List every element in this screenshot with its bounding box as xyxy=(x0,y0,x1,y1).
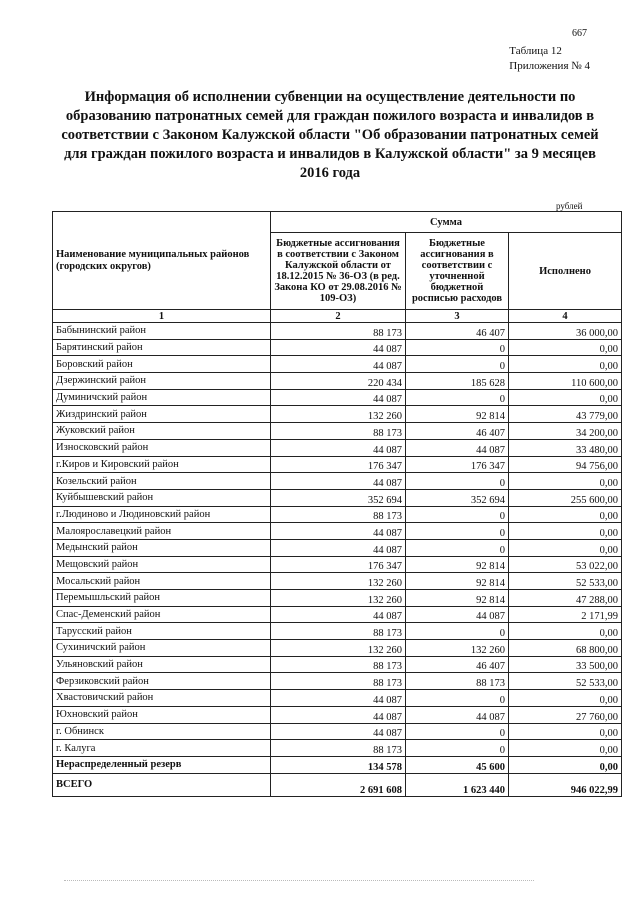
budget-law-cell: 132 260 xyxy=(271,640,406,657)
unit-label: рублей xyxy=(556,201,583,211)
budget-revised-cell: 352 694 xyxy=(406,489,509,506)
executed-cell: 0,00 xyxy=(509,389,622,406)
budget-law-cell: 176 347 xyxy=(271,556,406,573)
district-name: Медынский район xyxy=(53,539,271,556)
district-name: Жиздринский район xyxy=(53,406,271,423)
table-row xyxy=(53,706,622,723)
executed-cell: 0,00 xyxy=(509,690,622,707)
budget-revised-cell: 0 xyxy=(406,339,509,356)
district-name: Ульяновский район xyxy=(53,656,271,673)
budget-law-cell: 44 087 xyxy=(271,473,406,490)
budget-revised-cell: 176 347 xyxy=(406,456,509,473)
table-row xyxy=(53,406,622,423)
reserve-col4: 0,00 xyxy=(509,756,622,773)
table-row xyxy=(53,523,622,540)
scan-artifact-line xyxy=(64,880,534,881)
budget-revised-cell: 44 087 xyxy=(406,606,509,623)
table-row xyxy=(53,439,622,456)
executed-cell: 43 779,00 xyxy=(509,406,622,423)
document-title: Информация об исполнении субвенции на осуществление деятельности по образованию патронатных семей для граждан пожилого возраста и инвалидов в соответствии с Законом Калужской области "Об образовании патронатных семей для граждан пожилого возраста и инвалидов в Калужской области" за 9 месяцев 2016 года xyxy=(61,89,599,181)
table-row xyxy=(53,690,622,707)
district-name: Дзержинский район xyxy=(53,373,271,390)
table-row xyxy=(53,606,622,623)
budget-law-cell: 176 347 xyxy=(271,456,406,473)
table-row xyxy=(53,389,622,406)
col-number-4: 4 xyxy=(509,310,622,323)
table-row xyxy=(53,623,622,640)
col-number-2: 2 xyxy=(271,310,406,323)
executed-cell: 0,00 xyxy=(509,356,622,373)
executed-cell: 2 171,99 xyxy=(509,606,622,623)
budget-law-cell: 88 173 xyxy=(271,323,406,340)
reserve-name: Нераспределенный резерв xyxy=(53,756,271,773)
budget-revised-cell: 44 087 xyxy=(406,706,509,723)
district-name: Мосальский район xyxy=(53,573,271,590)
district-name: г.Киров и Кировский район xyxy=(53,456,271,473)
table-row xyxy=(53,590,622,607)
executed-cell: 0,00 xyxy=(509,740,622,757)
budget-revised-cell: 0 xyxy=(406,389,509,406)
reserve-col2: 134 578 xyxy=(271,756,406,773)
table-row xyxy=(53,489,622,506)
budget-revised-cell: 0 xyxy=(406,506,509,523)
budget-law-cell: 88 173 xyxy=(271,740,406,757)
table-ref-line2: Приложения № 4 xyxy=(509,60,590,72)
table-row xyxy=(53,539,622,556)
budget-revised-cell: 92 814 xyxy=(406,556,509,573)
budget-revised-cell: 0 xyxy=(406,539,509,556)
budget-law-cell: 44 087 xyxy=(271,356,406,373)
budget-revised-cell: 0 xyxy=(406,690,509,707)
table-row xyxy=(53,740,622,757)
budget-revised-cell: 92 814 xyxy=(406,573,509,590)
district-name: Боровский район xyxy=(53,356,271,373)
district-name: Мещовский район xyxy=(53,556,271,573)
header-name: Наименование муниципальных районов (городских округов) xyxy=(53,212,271,310)
executed-cell: 0,00 xyxy=(509,539,622,556)
table-row xyxy=(53,573,622,590)
budget-law-cell: 44 087 xyxy=(271,539,406,556)
table-row xyxy=(53,723,622,740)
table-ref-line1: Таблица 12 xyxy=(509,45,562,57)
district-name: Думиничский район xyxy=(53,389,271,406)
budget-revised-cell: 0 xyxy=(406,740,509,757)
budget-law-cell: 132 260 xyxy=(271,573,406,590)
header-col2: Бюджетные ассигнования в соответствии с Законом Калужской области от 18.12.2015 № 36-ОЗ (в ред. Закона КО от 29.08.2016 № 109-ОЗ) xyxy=(271,233,406,310)
total-col3: 1 623 440 xyxy=(406,773,509,796)
executed-cell: 0,00 xyxy=(509,339,622,356)
district-name: г. Калуга xyxy=(53,740,271,757)
reserve-row xyxy=(53,756,622,773)
table-row xyxy=(53,556,622,573)
budget-law-cell: 44 087 xyxy=(271,706,406,723)
district-name: Бабынинский район xyxy=(53,323,271,340)
district-name: г.Людиново и Людиновский район xyxy=(53,506,271,523)
executed-cell: 52 533,00 xyxy=(509,573,622,590)
district-name: Жуковский район xyxy=(53,423,271,440)
executed-cell: 0,00 xyxy=(509,523,622,540)
table-row xyxy=(53,323,622,340)
district-name: Износковский район xyxy=(53,439,271,456)
executed-cell: 33 480,00 xyxy=(509,439,622,456)
budget-law-cell: 44 087 xyxy=(271,690,406,707)
budget-law-cell: 44 087 xyxy=(271,606,406,623)
executed-cell: 53 022,00 xyxy=(509,556,622,573)
budget-law-cell: 352 694 xyxy=(271,489,406,506)
executed-cell: 33 500,00 xyxy=(509,656,622,673)
reserve-col3: 45 600 xyxy=(406,756,509,773)
budget-law-cell: 88 173 xyxy=(271,656,406,673)
executed-cell: 0,00 xyxy=(509,473,622,490)
budget-revised-cell: 92 814 xyxy=(406,590,509,607)
budget-revised-cell: 46 407 xyxy=(406,323,509,340)
district-name: Юхновский район xyxy=(53,706,271,723)
budget-revised-cell: 0 xyxy=(406,723,509,740)
executed-cell: 110 600,00 xyxy=(509,373,622,390)
table-row xyxy=(53,373,622,390)
executed-cell: 52 533,00 xyxy=(509,673,622,690)
report-table xyxy=(52,211,622,797)
district-name: Барятинский район xyxy=(53,339,271,356)
budget-revised-cell: 0 xyxy=(406,523,509,540)
budget-law-cell: 44 087 xyxy=(271,389,406,406)
budget-law-cell: 44 087 xyxy=(271,439,406,456)
total-row xyxy=(53,773,622,796)
col-number-1: 1 xyxy=(53,310,271,323)
executed-cell: 36 000,00 xyxy=(509,323,622,340)
executed-cell: 34 200,00 xyxy=(509,423,622,440)
budget-law-cell: 44 087 xyxy=(271,339,406,356)
executed-cell: 0,00 xyxy=(509,723,622,740)
district-name: г. Обнинск xyxy=(53,723,271,740)
total-name: ВСЕГО xyxy=(53,773,271,796)
budget-law-cell: 132 260 xyxy=(271,406,406,423)
budget-revised-cell: 185 628 xyxy=(406,373,509,390)
budget-law-cell: 88 173 xyxy=(271,423,406,440)
budget-revised-cell: 0 xyxy=(406,356,509,373)
district-name: Хвастовичский район xyxy=(53,690,271,707)
district-name: Тарусский район xyxy=(53,623,271,640)
table-row xyxy=(53,456,622,473)
executed-cell: 68 800,00 xyxy=(509,640,622,657)
district-name: Ферзиковский район xyxy=(53,673,271,690)
total-col4: 946 022,99 xyxy=(509,773,622,796)
district-name: Козельский район xyxy=(53,473,271,490)
executed-cell: 94 756,00 xyxy=(509,456,622,473)
header-col4: Исполнено xyxy=(509,233,622,310)
table-reference xyxy=(509,44,590,74)
header-col3: Бюджетные ассигнования в соответствии с уточненной бюджетной росписью расходов xyxy=(406,233,509,310)
district-name: Малоярославецкий район xyxy=(53,523,271,540)
budget-revised-cell: 0 xyxy=(406,473,509,490)
district-name: Спас-Деменский район xyxy=(53,606,271,623)
table-row xyxy=(53,506,622,523)
executed-cell: 255 600,00 xyxy=(509,489,622,506)
table-row xyxy=(53,673,622,690)
executed-cell: 47 288,00 xyxy=(509,590,622,607)
budget-law-cell: 88 173 xyxy=(271,623,406,640)
total-col2: 2 691 608 xyxy=(271,773,406,796)
executed-cell: 0,00 xyxy=(509,506,622,523)
budget-law-cell: 88 173 xyxy=(271,506,406,523)
budget-law-cell: 220 434 xyxy=(271,373,406,390)
budget-revised-cell: 132 260 xyxy=(406,640,509,657)
budget-law-cell: 44 087 xyxy=(271,723,406,740)
district-name: Сухиничский район xyxy=(53,640,271,657)
budget-law-cell: 44 087 xyxy=(271,523,406,540)
budget-revised-cell: 46 407 xyxy=(406,656,509,673)
table-row xyxy=(53,339,622,356)
executed-cell: 0,00 xyxy=(509,623,622,640)
table-row xyxy=(53,423,622,440)
budget-revised-cell: 44 087 xyxy=(406,439,509,456)
header-sum: Сумма xyxy=(271,212,622,233)
budget-revised-cell: 46 407 xyxy=(406,423,509,440)
budget-revised-cell: 92 814 xyxy=(406,406,509,423)
budget-revised-cell: 0 xyxy=(406,623,509,640)
budget-law-cell: 88 173 xyxy=(271,673,406,690)
executed-cell: 27 760,00 xyxy=(509,706,622,723)
table-row xyxy=(53,356,622,373)
page-number: 667 xyxy=(572,28,587,39)
budget-revised-cell: 88 173 xyxy=(406,673,509,690)
budget-law-cell: 132 260 xyxy=(271,590,406,607)
district-name: Перемышльский район xyxy=(53,590,271,607)
district-name: Куйбышевский район xyxy=(53,489,271,506)
table-row xyxy=(53,473,622,490)
table-row xyxy=(53,640,622,657)
table-row xyxy=(53,656,622,673)
col-number-3: 3 xyxy=(406,310,509,323)
